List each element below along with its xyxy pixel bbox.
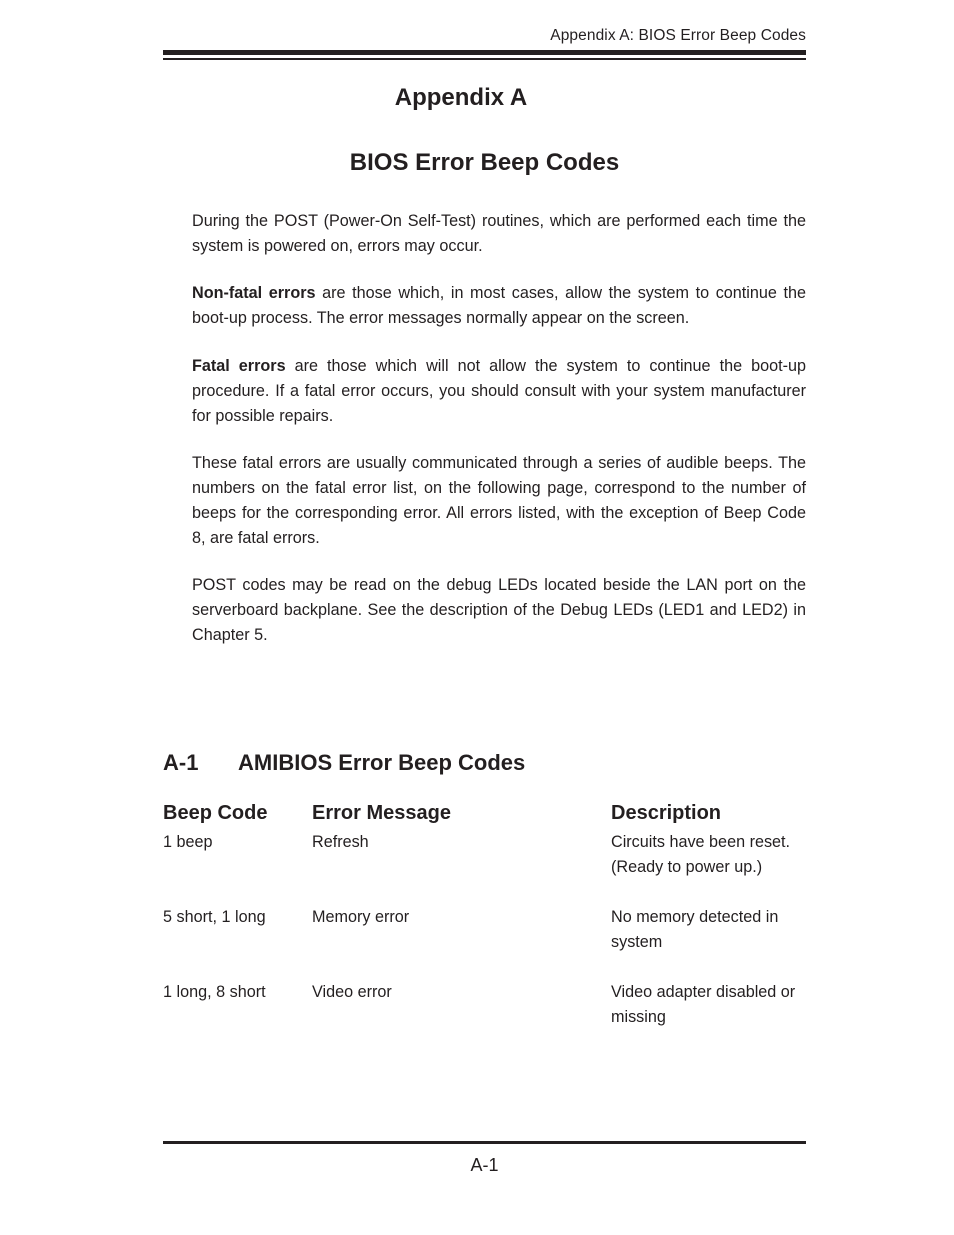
post-codes-paragraph: POST codes may be read on the debug LEDs located beside the LAN port on the serverboard backplane. See the description of the Debug LEDs (LED1 and LED2) in Chapter 5. — [192, 576, 806, 644]
fatal-term: Fatal errors — [192, 357, 286, 375]
table-row-3-message: Video error — [312, 983, 392, 1001]
running-header: Appendix A: BIOS Error Beep Codes — [550, 27, 806, 44]
fatal-paragraph — [192, 354, 806, 429]
table-row-3-code: 1 long, 8 short — [163, 983, 266, 1001]
table-row-2-description: No memory detected in system — [611, 908, 779, 951]
table-row-1-code: 1 beep — [163, 833, 213, 851]
section-title: AMIBIOS Error Beep Codes — [238, 750, 526, 775]
header-rule-thin — [163, 58, 806, 60]
footer-rule — [163, 1141, 806, 1144]
fatal-text: are those which will not allow the system to continue the boot-up procedure. If a fatal error occurs, you should consult with your system manufacturer for possible repairs. — [192, 357, 806, 425]
column-header-description: Description — [611, 802, 722, 824]
chapter-title: BIOS Error Beep Codes — [349, 149, 620, 176]
section-number: A-1 — [163, 750, 199, 775]
table-row-3-description: Video adapter disabled or missing — [611, 983, 796, 1026]
table-row-2-code: 5 short, 1 long — [163, 908, 266, 926]
column-header-error-message: Error Message — [312, 802, 451, 824]
non-fatal-text: are those which, in most cases, allow the system to continue the boot-up process. The error messages normally appear on the screen. — [192, 284, 806, 327]
appendix-title: Appendix A — [394, 84, 528, 111]
table-row-1-message: Refresh — [312, 833, 369, 851]
beeps-paragraph: These fatal errors are usually communicated through a series of audible beeps. The numbers on the fatal error list, on the following page, correspond to the number of beeps for the corresponding error. All errors listed, with the exception of Beep Code 8, are fatal errors. — [192, 454, 806, 547]
table-row-1-description: Circuits have been reset. (Ready to power up.) — [611, 833, 791, 876]
column-header-beep-code: Beep Code — [163, 802, 268, 824]
header-rule-thick — [163, 50, 806, 55]
intro-paragraph: During the POST (Power-On Self-Test) routines, which are performed each time the system is powered on, errors may occur. — [192, 212, 806, 255]
page-number: A-1 — [470, 1155, 499, 1175]
section-heading — [163, 750, 525, 776]
non-fatal-paragraph — [192, 281, 806, 331]
table-row-2-message: Memory error — [312, 908, 410, 926]
non-fatal-term: Non-fatal errors — [192, 284, 316, 302]
